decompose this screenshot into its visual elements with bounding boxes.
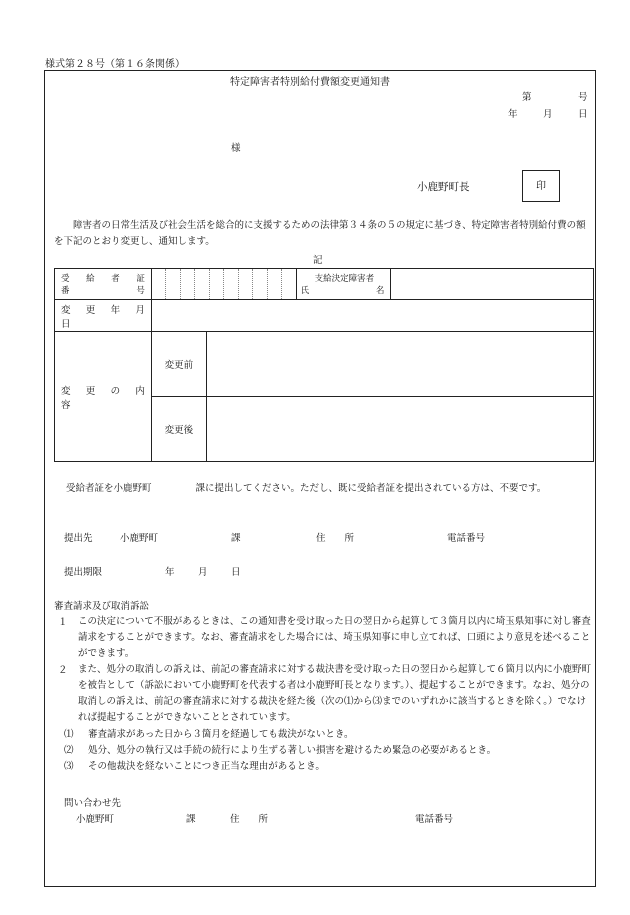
decided-person-line2a: 氏 bbox=[300, 286, 310, 296]
change-date-label: 変 更 年 月 日 bbox=[55, 300, 152, 332]
decided-person-line2b: 名 bbox=[375, 286, 385, 296]
dest-town: 小鹿野町 bbox=[120, 533, 159, 544]
appeal-item2-no: ２ bbox=[58, 665, 68, 676]
submission-text-b: 課に提出してください。ただし、既に受給者証を提出されている方は、不要です。 bbox=[195, 483, 547, 494]
contact-heading: 問い合わせ先 bbox=[64, 798, 122, 809]
contact-ka: 課 bbox=[186, 814, 196, 825]
dest-phone: 電話番号 bbox=[447, 533, 486, 544]
seal-box: 印 bbox=[522, 170, 560, 202]
number-prefix: 第 bbox=[522, 92, 532, 103]
appeal-sub3: その他裁決を経ないことにつき正当な理由があるとき。 bbox=[88, 761, 325, 772]
appeal-item2: また、処分の取消しの訴えは、前記の審査請求に対する裁決書を受け取った日の翌日から起算して６箇月以内に小鹿野町を被告として（訴訟において小鹿野町を代表する者は小鹿野町長となります。）、提起することができます。なお、処分の取消しの訴えは、前記の審査請求に対する裁決を経た後（次の⑴から⑶までのいずれかに該当するときを除く。）でなければ提起することができないこととされています。 bbox=[78, 664, 592, 723]
deadline-label: 提出期限 bbox=[64, 567, 103, 578]
after-label: 変更後 bbox=[151, 397, 206, 462]
submission-text-a: 受給者証を小鹿野町 bbox=[66, 483, 152, 494]
appeal-sub2-no: ⑵ bbox=[64, 745, 74, 756]
document-title: 特定障害者特別給付費額変更通知書 bbox=[230, 77, 390, 88]
recipient-no-line1: 受 給 者 証 bbox=[61, 274, 145, 284]
recipient-no-cells[interactable] bbox=[151, 269, 296, 300]
date-day: 日 bbox=[578, 109, 588, 120]
before-label: 変更前 bbox=[151, 332, 206, 397]
appeal-heading: 審査請求及び取消訴訟 bbox=[54, 601, 150, 612]
form-number: 様式第２８号（第１６条関係） bbox=[45, 59, 185, 70]
number-suffix: 号 bbox=[578, 92, 588, 103]
submission-text bbox=[54, 481, 594, 497]
deadline-month: 月 bbox=[198, 567, 208, 578]
after-value[interactable] bbox=[206, 397, 593, 462]
addressee-suffix: 様 bbox=[231, 143, 241, 154]
before-value[interactable] bbox=[206, 332, 593, 397]
contact-address: 住 所 bbox=[230, 814, 269, 825]
appeal-sub1: 審査請求があった日から３箇月を経過しても裁決がないとき。 bbox=[88, 729, 354, 740]
change-content-label: 変 更 の 内 容 bbox=[55, 332, 152, 462]
change-table bbox=[54, 268, 594, 462]
change-date-value[interactable] bbox=[151, 300, 593, 332]
deadline-day: 日 bbox=[231, 567, 241, 578]
date-year: 年 bbox=[508, 109, 518, 120]
appeal-item1: この決定について不服があるときは、この通知書を受け取った日の翌日から起算して３箇月以内に埼玉県知事に対し審査請求をすることができます。なお、審査請求をした場合には、埼玉県知事に申し立てれば、口頭により意見を述べることができます。 bbox=[78, 616, 591, 659]
dest-label: 提出先 bbox=[64, 533, 93, 544]
ki-label: 記 bbox=[313, 255, 323, 266]
recipient-no-label bbox=[55, 269, 152, 300]
appeal-sub2: 処分、処分の執行又は手続の続行により生ずる著しい損害を避けるため緊急の必要があるとき。 bbox=[88, 745, 497, 756]
dest-address: 住 所 bbox=[316, 533, 355, 544]
date-month: 月 bbox=[543, 109, 553, 120]
contact-phone: 電話番号 bbox=[415, 814, 454, 825]
intro-text: 障害者の日常生活及び社会生活を総合的に支援するための法律第３４条の５の規定に基づき、特定障害者特別給付費の額を下記のとおり変更し、通知します。 bbox=[54, 220, 586, 247]
appeal-sub3-no: ⑶ bbox=[64, 761, 74, 772]
decided-person-label bbox=[296, 269, 391, 300]
issuer-name: 小鹿野町長 bbox=[417, 181, 470, 193]
contact-town: 小鹿野町 bbox=[76, 814, 115, 825]
decided-person-value[interactable] bbox=[391, 269, 594, 300]
decided-person-line1: 支給決定障害者 bbox=[314, 274, 375, 284]
appeal-item1-no: １ bbox=[58, 617, 68, 628]
appeal-sub1-no: ⑴ bbox=[64, 729, 74, 740]
deadline-year: 年 bbox=[165, 567, 175, 578]
dest-ka: 課 bbox=[231, 533, 241, 544]
recipient-no-line2: 番 号 bbox=[61, 286, 145, 296]
